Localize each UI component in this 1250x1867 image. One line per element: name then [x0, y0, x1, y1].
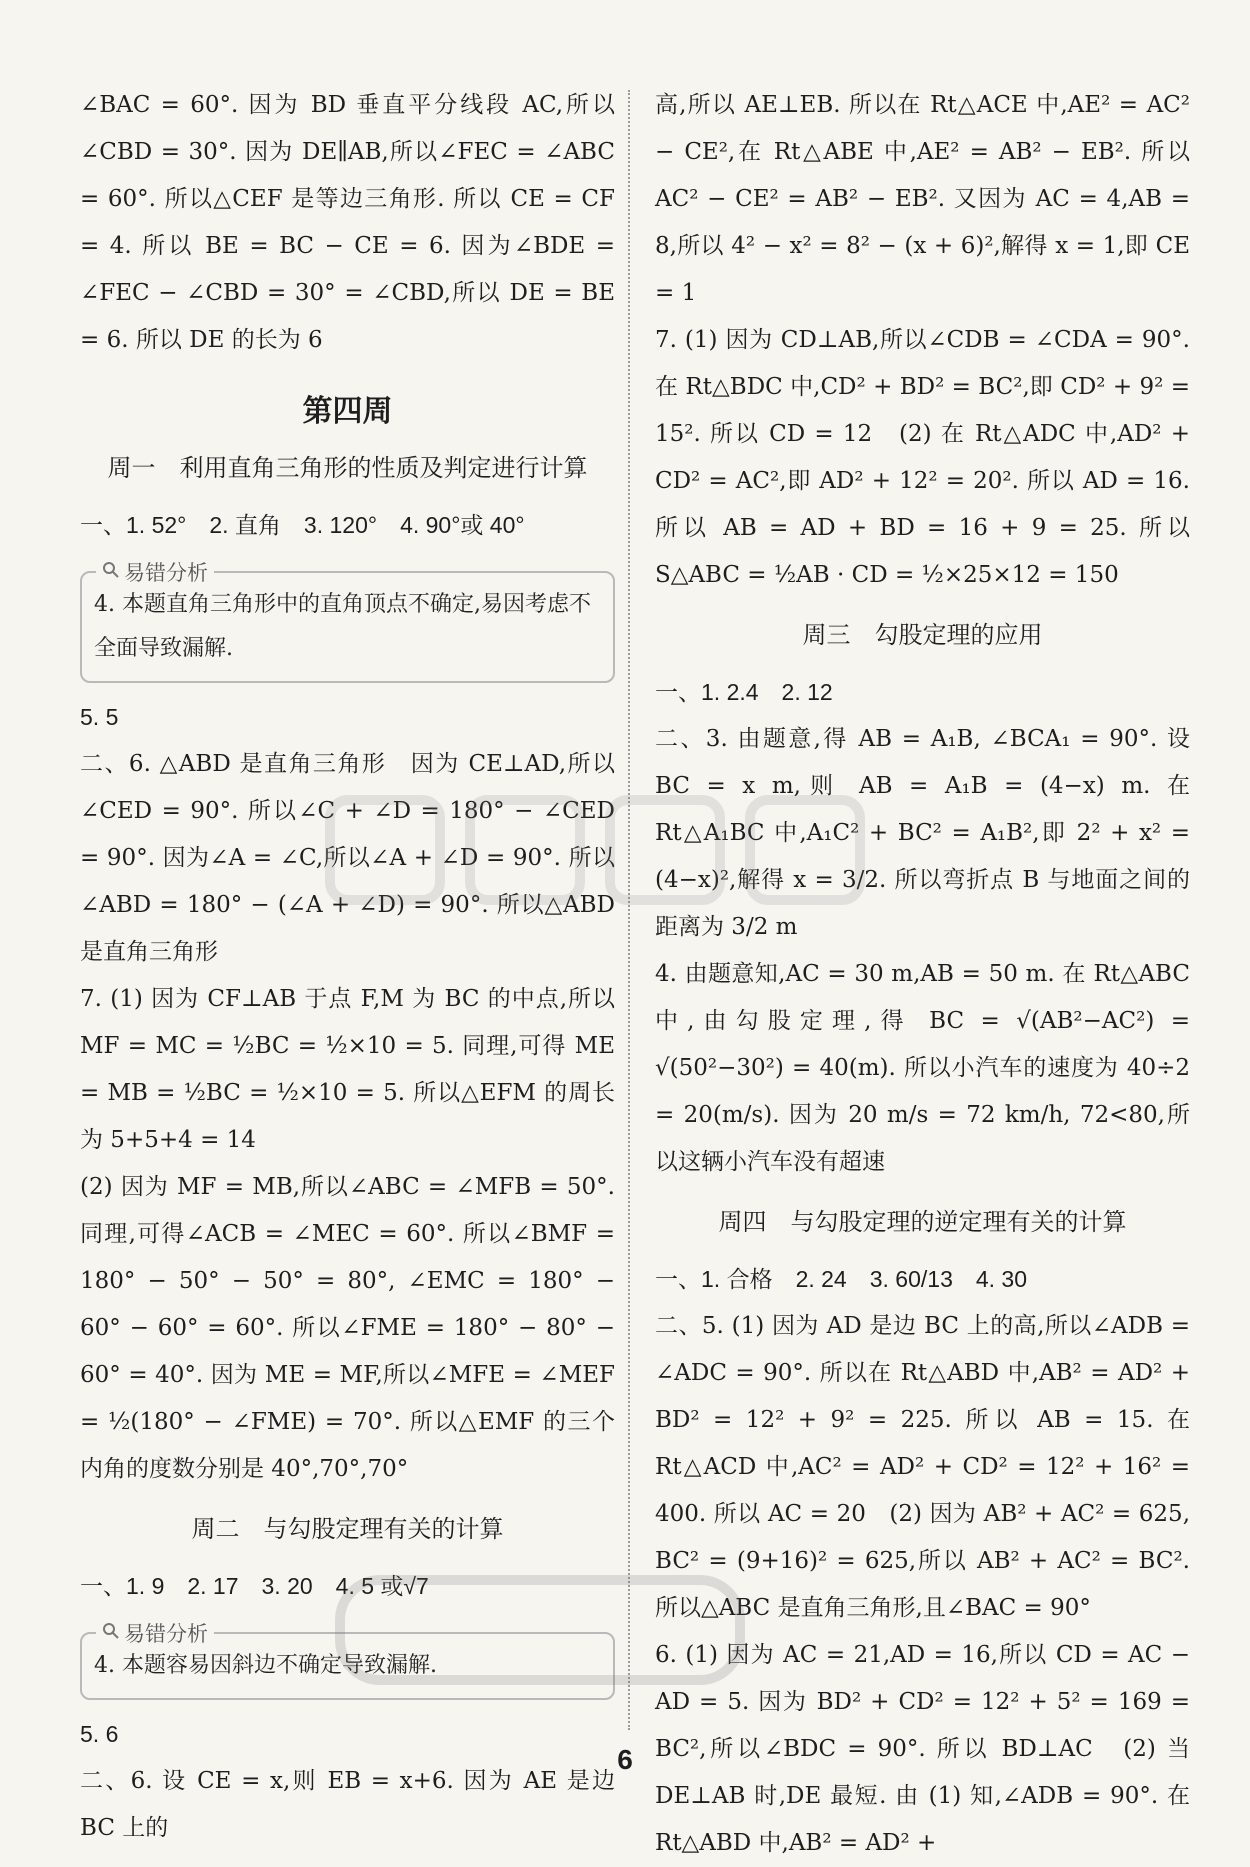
monday-answer-5: 5. 5 — [80, 704, 119, 730]
error-analysis-text-1: 4. 本题直角三角形中的直角顶点不确定,易因考虑不全面导致漏解. — [94, 592, 591, 661]
error-analysis-label: 易错分析 — [96, 557, 214, 587]
tuesday-answer-5: 5. 6 — [80, 1721, 119, 1747]
error-analysis-box-1 — [80, 561, 615, 683]
column-divider — [628, 90, 630, 1730]
left-column — [80, 82, 615, 1852]
wednesday-question-4: 4. 由题意知,AC = 30 m,AB = 50 m. 在 Rt△ABC 中,由勾股定理,得 BC = √(AB²−AC²) = √(50²−30²) = 40(m). 所以小汽车的速度为 40÷2 = 20(m/s). 因为 20 m/s = 72 km/h, 72<80,所以这辆小汽车没有超速 — [655, 961, 1190, 1175]
thursday-question-6: 6. (1) 因为 AC = 21,AD = 16,所以 CD = AC − AD = 5. 因为 BD² + CD² = 12² + 5² = 169 = BC²,所以∠BDC = 90°. 所以 BD⊥AC (2) 当 DE⊥AB 时,DE 最短. 由 (1) 知,∠ADB = 90°. 在 Rt△ABD 中,AB² = AD² + — [655, 1642, 1190, 1856]
thursday-question-5: 二、5. (1) 因为 AD 是边 BC 上的高,所以∠ADB = ∠ADC = 90°. 所以在 Rt△ABD 中,AB² = AD² + BD² = 12² + 9² = 225. 所以 AB = 15. 在 Rt△ACD 中,AC² = AD² + CD² = 12² + 16² = 400. 所以 AC = 20 (2) 因为 AB² + AC² = 625, BC² = (9+16)² = 625,所以 AB² + AC² = BC². 所以△ABC 是直角三角形,且∠BAC = 90° — [655, 1313, 1190, 1621]
monday-question-6: 二、6. △ABD 是直角三角形 因为 CE⊥AD,所以∠CED = 90°. 所以∠C + ∠D = 180° − ∠CED = 90°. 因为∠A = ∠C,所以∠A + ∠D = 90°. 所以∠ABD = 180° − (∠A + ∠D) = 90°. 所以△ABD 是直角三角形 — [80, 751, 615, 965]
wednesday-answers-part1: 一、1. 2.4 2. 12 — [655, 679, 833, 705]
error-analysis-label: 易错分析 — [96, 1618, 214, 1648]
magnifier-icon — [102, 560, 120, 584]
tuesday-question-6-continued: 高,所以 AE⊥EB. 所以在 Rt△ACE 中,AE² = AC² − CE²,在 Rt△ABE 中,AE² = AB² − EB². 所以 AC² − CE² = AB² − EB². 又因为 AC = 4,AB = 8,所以 4² − x² = 8² − (x + 6)²,解得 x = 1,即 CE = 1 — [655, 92, 1190, 306]
week-title: 第四周 — [302, 394, 393, 429]
tuesday-title: 周二 与勾股定理有关的计算 — [191, 1515, 504, 1543]
thursday-title: 周四 与勾股定理的逆定理有关的计算 — [718, 1208, 1127, 1236]
tuesday-answers-part1: 一、1. 9 2. 17 3. 20 4. 5 或√7 — [80, 1573, 429, 1599]
monday-question-7-part1: 7. (1) 因为 CF⊥AB 于点 F,M 为 BC 的中点,所以 MF = MC = ½BC = ½×10 = 5. 同理,可得 ME = MB = ½BC = ½×10 = 5. 所以△EFM 的周长为 5+5+4 = 14 — [80, 986, 615, 1153]
right-column — [655, 82, 1190, 1867]
magnifier-icon — [102, 1621, 120, 1645]
error-analysis-box-2 — [80, 1622, 615, 1700]
monday-title: 周一 利用直角三角形的性质及判定进行计算 — [107, 454, 588, 482]
paragraph-previous-answer: ∠BAC = 60°. 因为 BD 垂直平分线段 AC,所以∠CBD = 30°. 因为 DE∥AB,所以∠FEC = ∠ABC = 60°. 所以△CEF 是等边三角形. 所以 CE = CF = 4. 所以 BE = BC − CE = 6. 因为∠BDE = ∠FEC − ∠CBD = 30° = ∠CBD,所以 DE = BE = 6. 所以 DE 的长为 6 — [80, 92, 615, 353]
wednesday-question-3: 二、3. 由题意,得 AB = A₁B, ∠BCA₁ = 90°. 设 BC = x m,则 AB = A₁B = (4−x) m. 在 Rt△A₁BC 中,A₁C² + BC² = A₁B²,即 2² + x² = (4−x)²,解得 x = 3/2. 所以弯折点 B 与地面之间的距离为 3/2 m — [655, 726, 1190, 940]
wednesday-title: 周三 勾股定理的应用 — [802, 621, 1043, 649]
monday-answers-part1: 一、1. 52° 2. 直角 3. 120° 4. 90°或 40° — [80, 512, 525, 538]
tuesday-question-7: 7. (1) 因为 CD⊥AB,所以∠CDB = ∠CDA = 90°. 在 Rt△BDC 中,CD² + BD² = BC²,即 CD² + 9² = 15². 所以 CD = 12 (2) 在 Rt△ADC 中,AD² + CD² = AC²,即 AD² + 12² = 20². 所以 AD = 16. 所以 AB = AD + BD = 16 + 9 = 25. 所以 S△ABC = ½AB · CD = ½×25×12 = 150 — [655, 327, 1190, 588]
tuesday-question-6-start: 二、6. 设 CE = x,则 EB = x+6. 因为 AE 是边 BC 上的 — [80, 1768, 615, 1841]
thursday-answers-part1: 一、1. 合格 2. 24 3. 60/13 4. 30 — [655, 1266, 1028, 1292]
monday-question-7-part2: (2) 因为 MF = MB,所以∠ABC = ∠MFB = 50°. 同理,可得∠ACB = ∠MEC = 60°. 所以∠BMF = 180° − 50° − 50° = 80°, ∠EMC = 180° − 60° − 60° = 60°. 所以∠FME = 180° − 80° − 60° = 40°. 因为 ME = MF,所以∠MFE = ∠MEF = ½(180° − ∠FME) = 70°. 所以△EMF 的三个内角的度数分别是 40°,70°,70° — [80, 1174, 615, 1482]
error-analysis-text-2: 4. 本题容易因斜边不确定导致漏解. — [94, 1653, 437, 1678]
page-number: 6 — [617, 1744, 633, 1775]
